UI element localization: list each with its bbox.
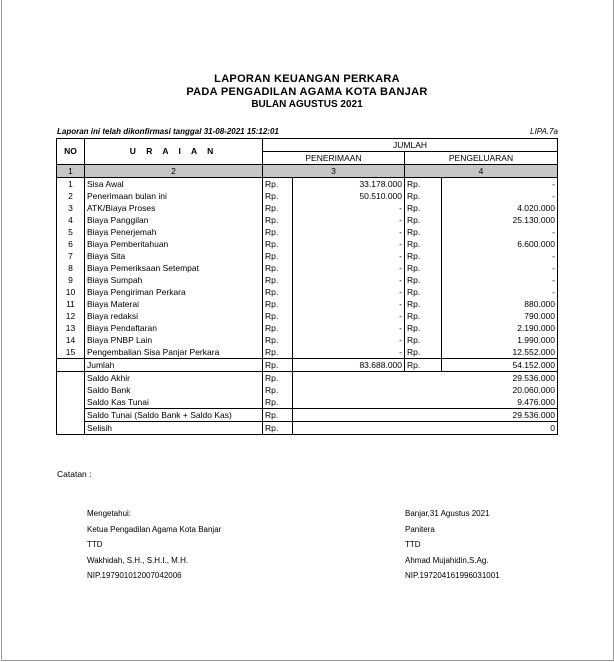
row-number: 10 xyxy=(57,286,85,298)
sign-right-line-3: TTD xyxy=(405,540,421,549)
colnum-4: 4 xyxy=(405,165,558,178)
table-row xyxy=(57,334,558,346)
row-in-currency: Rp. xyxy=(263,250,293,262)
row-uraian: Biaya Materai xyxy=(85,298,263,310)
row-number: 1 xyxy=(57,178,85,191)
row-uraian: Biaya Pengiriman Perkara xyxy=(85,286,263,298)
saldo-akhir-row xyxy=(57,372,558,385)
row-number: 13 xyxy=(57,322,85,334)
row-uraian: Penerimaan bulan ini xyxy=(85,190,263,202)
table-row xyxy=(57,250,558,262)
saldo-kas-value: 9.476.000 xyxy=(442,396,558,409)
header-jumlah: JUMLAH xyxy=(263,139,558,152)
row-in-value: - xyxy=(293,298,405,310)
row-out-value: 1.990.000 xyxy=(442,334,558,346)
table-row xyxy=(57,262,558,274)
row-in-currency: Rp. xyxy=(263,214,293,226)
table-row xyxy=(57,274,558,286)
confirmation-text: Laporan ini telah dikonfirmasi tanggal 31-08-2021 15:12:01 xyxy=(57,127,279,136)
row-in-value: - xyxy=(293,274,405,286)
sign-right-line-4: Ahmad Mujahidin,S.Ag. xyxy=(405,555,489,565)
saldo-bank-currency: Rp. xyxy=(263,384,293,396)
row-out-currency: Rp. xyxy=(405,334,442,346)
row-out-value: - xyxy=(442,250,558,262)
saldo-kas-label: Saldo Kas Tunai xyxy=(85,396,263,409)
table-row xyxy=(57,190,558,202)
sign-left-line-1: Mengetahui: xyxy=(87,509,132,518)
sign-left-line-4: Wakhidah, S.H., S.H.I., M.H. xyxy=(87,555,189,565)
row-number: 3 xyxy=(57,202,85,214)
table-row xyxy=(57,178,558,191)
saldo-kas-row xyxy=(57,396,558,409)
header-penerimaan: PENERIMAAN xyxy=(263,152,405,165)
row-out-currency: Rp. xyxy=(405,322,442,334)
table-row xyxy=(57,310,558,322)
row-out-currency: Rp. xyxy=(405,226,442,238)
colnum-2: 2 xyxy=(85,165,263,178)
jumlah-in-currency: Rp. xyxy=(263,359,293,372)
saldo-bank-value: 20.060.000 xyxy=(442,384,558,396)
row-in-value: - xyxy=(293,262,405,274)
row-uraian: Pengembalian Sisa Panjar Perkara xyxy=(85,346,263,359)
saldo-tunai-row xyxy=(57,409,558,422)
row-out-value: - xyxy=(442,190,558,202)
row-in-value: - xyxy=(293,346,405,359)
row-out-currency: Rp. xyxy=(405,274,442,286)
row-in-currency: Rp. xyxy=(263,298,293,310)
row-out-value: 2.190.000 xyxy=(442,322,558,334)
row-in-value: 33.178.000 xyxy=(293,178,405,191)
financial-table xyxy=(56,138,558,435)
jumlah-row xyxy=(57,359,558,372)
sign-right-line-2: Panitera xyxy=(405,524,435,534)
row-out-value: - xyxy=(442,262,558,274)
row-out-currency: Rp. xyxy=(405,346,442,359)
row-out-value: 790.000 xyxy=(442,310,558,322)
row-uraian: Biaya Pemeriksaan Setempat xyxy=(85,262,263,274)
table-row xyxy=(57,202,558,214)
row-out-currency: Rp. xyxy=(405,262,442,274)
notes-label: Catatan : xyxy=(57,469,92,479)
header-uraian: U R A I A N xyxy=(85,139,263,165)
row-out-value: 25.130.000 xyxy=(442,214,558,226)
row-number: 4 xyxy=(57,214,85,226)
selisih-currency: Rp. xyxy=(263,422,293,435)
saldo-bank-label: Saldo Bank xyxy=(85,384,263,396)
row-in-currency: Rp. xyxy=(263,334,293,346)
row-in-value: - xyxy=(293,322,405,334)
column-number-row xyxy=(57,165,558,178)
row-out-value: 12.552.000 xyxy=(442,346,558,359)
row-out-currency: Rp. xyxy=(405,250,442,262)
header-no: NO xyxy=(57,139,85,165)
report-subtitle: PADA PENGADILAN AGAMA KOTA BANJAR xyxy=(186,86,428,98)
row-out-value: 4.020.000 xyxy=(442,202,558,214)
selisih-value: 0 xyxy=(442,422,558,435)
row-in-value: - xyxy=(293,214,405,226)
row-in-currency: Rp. xyxy=(263,178,293,191)
row-in-value: - xyxy=(293,250,405,262)
row-out-value: 880.000 xyxy=(442,298,558,310)
header-row-1 xyxy=(57,139,558,152)
row-in-currency: Rp. xyxy=(263,286,293,298)
row-uraian: Biaya Penerjemah xyxy=(85,226,263,238)
saldo-tunai-label: Saldo Tunai (Saldo Bank + Saldo Kas) xyxy=(85,409,263,422)
row-in-currency: Rp. xyxy=(263,190,293,202)
table-row xyxy=(57,346,558,359)
row-uraian: Biaya Sita xyxy=(85,250,263,262)
signature-right xyxy=(405,506,500,584)
table-row xyxy=(57,214,558,226)
row-uraian: Biaya Pendaftaran xyxy=(85,322,263,334)
row-uraian: Biaya PNBP Lain xyxy=(85,334,263,346)
row-in-value: - xyxy=(293,238,405,250)
row-uraian: Biaya Sumpah xyxy=(85,274,263,286)
table-row xyxy=(57,238,558,250)
row-number: 12 xyxy=(57,310,85,322)
saldo-akhir-label: Saldo Akhir xyxy=(85,372,263,385)
row-number: 5 xyxy=(57,226,85,238)
row-uraian: Biaya Panggilan xyxy=(85,214,263,226)
row-in-value: - xyxy=(293,286,405,298)
jumlah-out-value: 54.152.000 xyxy=(442,359,558,372)
row-number: 11 xyxy=(57,298,85,310)
row-in-value: - xyxy=(293,226,405,238)
colnum-3: 3 xyxy=(263,165,405,178)
jumlah-out-currency: Rp. xyxy=(405,359,442,372)
sign-left-line-2: Ketua Pengadilan Agama Kota Banjar xyxy=(87,524,222,534)
saldo-akhir-currency: Rp. xyxy=(263,372,293,385)
row-number: 9 xyxy=(57,274,85,286)
saldo-akhir-value: 29.536.000 xyxy=(442,372,558,385)
row-in-currency: Rp. xyxy=(263,262,293,274)
row-in-currency: Rp. xyxy=(263,274,293,286)
row-number: 8 xyxy=(57,262,85,274)
saldo-kas-currency: Rp. xyxy=(263,396,293,409)
colnum-1: 1 xyxy=(57,165,85,178)
table-row xyxy=(57,286,558,298)
jumlah-label: Jumlah xyxy=(85,359,263,372)
saldo-tunai-value: 29.536.000 xyxy=(442,409,558,422)
report-period: BULAN AGUSTUS 2021 xyxy=(251,99,363,110)
row-number: 2 xyxy=(57,190,85,202)
signature-left xyxy=(87,506,221,584)
sign-right-line-1: Banjar,31 Agustus 2021 xyxy=(405,509,490,518)
jumlah-in-value: 83.688.000 xyxy=(293,359,405,372)
row-in-currency: Rp. xyxy=(263,226,293,238)
row-uraian: Sisa Awal xyxy=(85,178,263,191)
selisih-label: Selisih xyxy=(85,422,263,435)
saldo-bank-row xyxy=(57,384,558,396)
row-in-value: - xyxy=(293,310,405,322)
sign-left-line-3: TTD xyxy=(87,540,103,549)
row-in-value: - xyxy=(293,202,405,214)
row-out-currency: Rp. xyxy=(405,190,442,202)
row-in-currency: Rp. xyxy=(263,202,293,214)
row-out-currency: Rp. xyxy=(405,178,442,191)
row-in-currency: Rp. xyxy=(263,310,293,322)
selisih-row xyxy=(57,422,558,435)
row-in-currency: Rp. xyxy=(263,322,293,334)
row-out-value: - xyxy=(442,274,558,286)
saldo-tunai-currency: Rp. xyxy=(263,409,293,422)
row-number: 14 xyxy=(57,334,85,346)
row-out-currency: Rp. xyxy=(405,238,442,250)
table-row xyxy=(57,298,558,310)
report-title: LAPORAN KEUANGAN PERKARA xyxy=(214,73,400,85)
row-uraian: Biaya redaksi xyxy=(85,310,263,322)
sign-right-line-5: NIP.197204161996031001 xyxy=(405,571,500,580)
row-number: 15 xyxy=(57,346,85,359)
row-out-currency: Rp. xyxy=(405,310,442,322)
row-in-value: - xyxy=(293,334,405,346)
row-out-value: - xyxy=(442,178,558,191)
row-number: 6 xyxy=(57,238,85,250)
row-uraian: ATK/Biaya Proses xyxy=(85,202,263,214)
row-out-value: 6.600.000 xyxy=(442,238,558,250)
row-in-currency: Rp. xyxy=(263,238,293,250)
sign-left-line-5: NIP.197901012007042006 xyxy=(87,571,182,580)
form-code: LIPA.7a xyxy=(530,127,558,136)
row-in-value: 50.510.000 xyxy=(293,190,405,202)
row-out-value: - xyxy=(442,226,558,238)
row-in-currency: Rp. xyxy=(263,346,293,359)
row-uraian: Biaya Pemberitahuan xyxy=(85,238,263,250)
row-out-value: - xyxy=(442,286,558,298)
row-out-currency: Rp. xyxy=(405,202,442,214)
row-out-currency: Rp. xyxy=(405,214,442,226)
row-out-currency: Rp. xyxy=(405,286,442,298)
row-number: 7 xyxy=(57,250,85,262)
header-pengeluaran: PENGELUARAN xyxy=(405,152,558,165)
table-row xyxy=(57,226,558,238)
table-row xyxy=(57,322,558,334)
row-out-currency: Rp. xyxy=(405,298,442,310)
